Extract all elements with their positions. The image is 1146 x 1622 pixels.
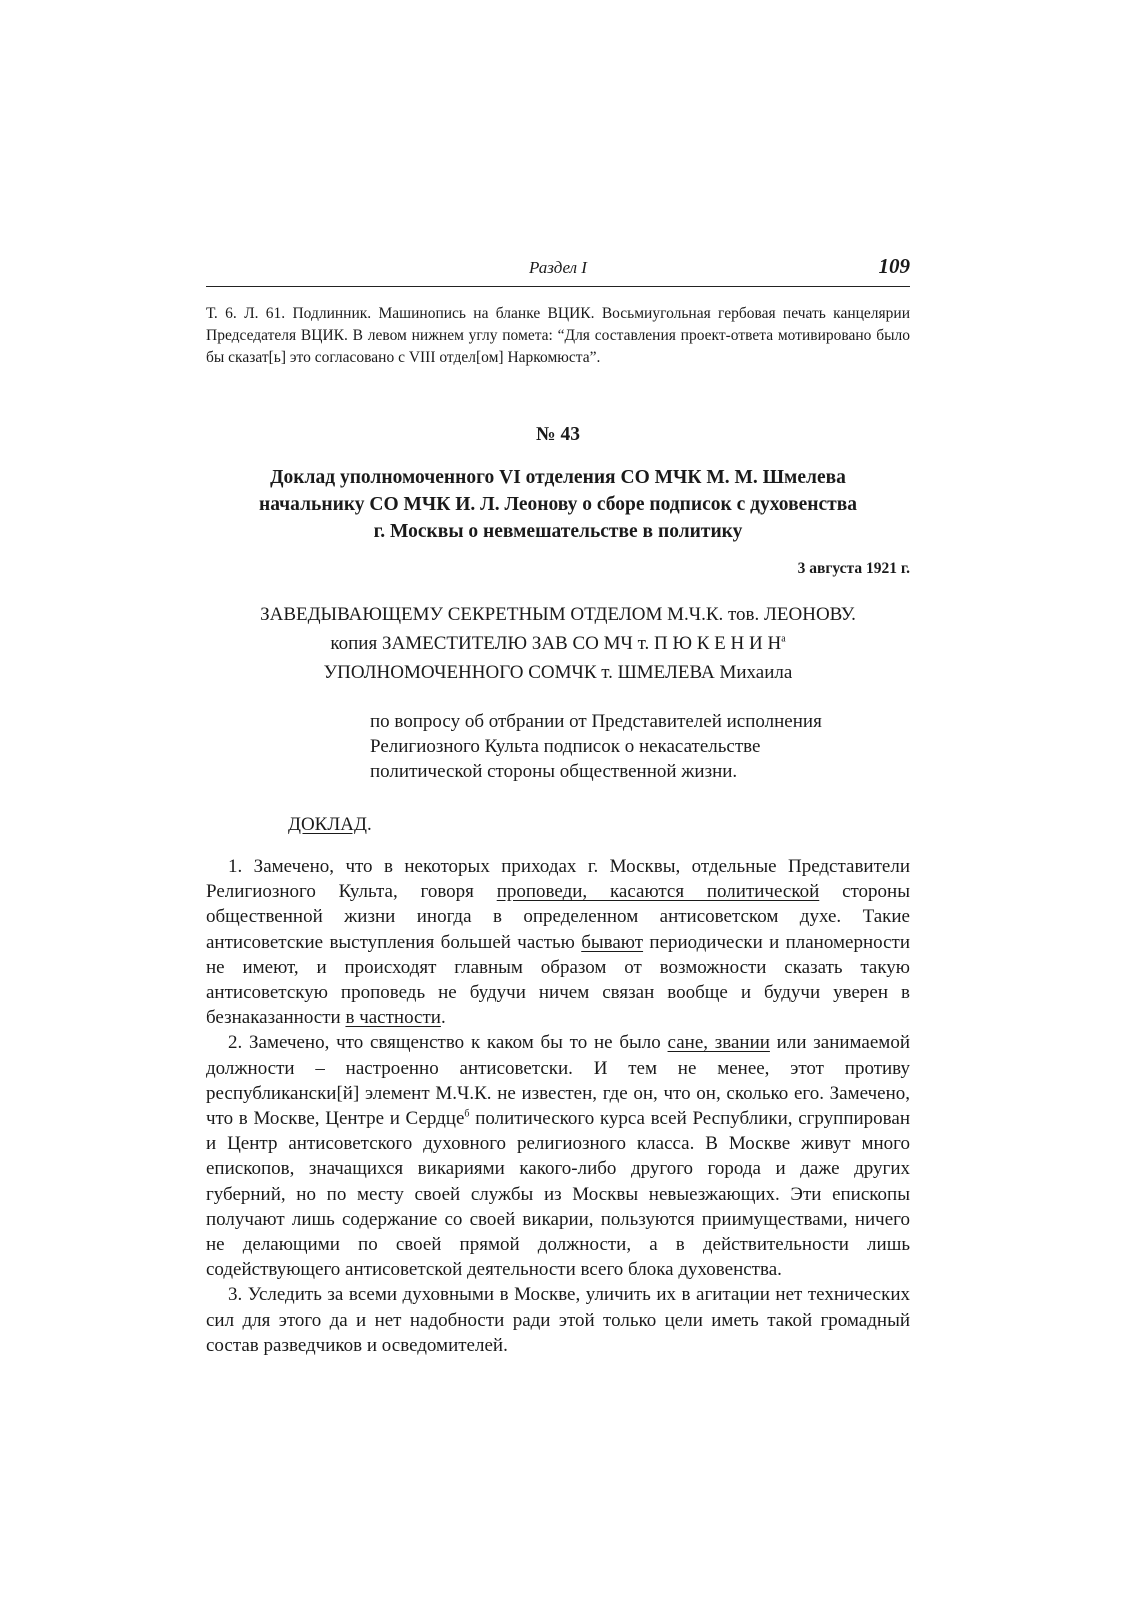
report-heading-word: ДОКЛАД xyxy=(288,814,367,835)
running-header xyxy=(206,254,910,287)
text-run: 2. Замечено, что священство к каком бы то не было xyxy=(228,1032,668,1054)
subject-line: политической стороны общественной жизни. xyxy=(370,761,738,782)
book-page xyxy=(206,254,910,1358)
underlined-text: проповеди, касаются политической xyxy=(496,881,820,903)
text-run: политического курса всей Республики, сгруппирован и Центр антисоветского духовного религиозного класса. В Москве живут много епископов, значащихся викариями какого-либо другого города и даже других губерний, но по месту своей службы из Москвы невыезжающих. Эти епископы получают лишь содержание со своей викарии, пользуются приимуществами, ничего не делающими по своей прямой должности, а в действительности лишь содействующего антисоветской деятельности всего блока духовенства. xyxy=(206,1108,911,1281)
underlined-text: бывают xyxy=(581,931,644,953)
document-number: № 43 xyxy=(536,424,580,445)
footnote-mark: а xyxy=(781,633,786,645)
body-paragraph-2 xyxy=(206,1030,910,1282)
footnote-mark: б xyxy=(464,1108,470,1120)
document-title-line: начальнику СО МЧК И. Л. Леонову о сборе подписок с духовенства xyxy=(258,494,858,515)
text-run: . xyxy=(440,1007,446,1029)
report-subject xyxy=(370,709,910,784)
subject-line: по вопросу об отбрании от Представителей исполнения xyxy=(370,711,822,732)
addressee-line: ЗАВЕДЫВАЮЩЕМУ СЕКРЕТНЫМ ОТДЕЛОМ М.Ч.К. тов. ЛЕОНОВУ. xyxy=(260,604,856,625)
section-title: Раздел I xyxy=(529,258,587,277)
addressee-line xyxy=(206,629,910,658)
sender-line: УПОЛНОМОЧЕННОГО СОМЧК т. ШМЕЛЕВА Михаила xyxy=(323,662,793,683)
document-date: 3 августа 1921 г. xyxy=(797,560,910,577)
document-title-line: г. Москвы о невмешательстве в политику xyxy=(373,521,743,542)
subject-line: Религиозного Культа подписок о некасательстве xyxy=(370,736,761,757)
text-run: или занимаемой должности – настроенно антисоветски. И тем не менее, этот противу республикански[й] элемент М.Ч.К. не известен, где он, что он, сколько его. Замечено, что в Москве, Центре и Сердце xyxy=(206,1032,910,1130)
document-title xyxy=(206,464,910,545)
page-number: 109 xyxy=(878,254,910,278)
underlined-text: в частности xyxy=(345,1007,441,1029)
body-paragraph-1 xyxy=(206,854,910,1030)
text-run: стороны общественной жизни иногда в определенном антисоветском духе. Такие антисоветские выступления большей частью xyxy=(206,881,910,953)
report-heading xyxy=(288,814,910,836)
text-run: периодически и планомерности не имеют, и происходят главным образом от возможности сказать такую антисоветскую проповедь не будучи ничем связан вообще и будучи уверен в безнаказанности xyxy=(206,931,910,1029)
report-heading-trail: . xyxy=(366,814,372,835)
archival-source-note: Т. 6. Л. 61. Подлинник. Машинопись на бланке ВЦИК. Восьмиугольная гербовая печать канцелярии Председателя ВЦИК. В левом нижнем углу помета: “Для составления проект-ответа мотивировано было бы сказат[ь] это согласовано с VIII отдел[ом] Наркомюста”. xyxy=(206,305,910,366)
document-title-line: Доклад уполномоченного VI отделения СО МЧК М. М. Шмелева xyxy=(270,467,846,488)
underlined-text: сане, звании xyxy=(667,1032,770,1054)
body-paragraph-3: 3. Уследить за всеми духовными в Москве, уличить их в агитации нет технических сил для этого да и нет надобности ради этой только цели иметь такой громадный состав разведчиков и осведомителей. xyxy=(206,1284,910,1356)
addressee-text: копия ЗАМЕСТИТЕЛЮ ЗАВ СО МЧ т. П Ю К Е Н И Н xyxy=(330,633,782,654)
text-run: 1. Замечено, что в некоторых приходах г. Москвы, отдельные Представители Религиозного Культа, говоря xyxy=(206,856,910,903)
